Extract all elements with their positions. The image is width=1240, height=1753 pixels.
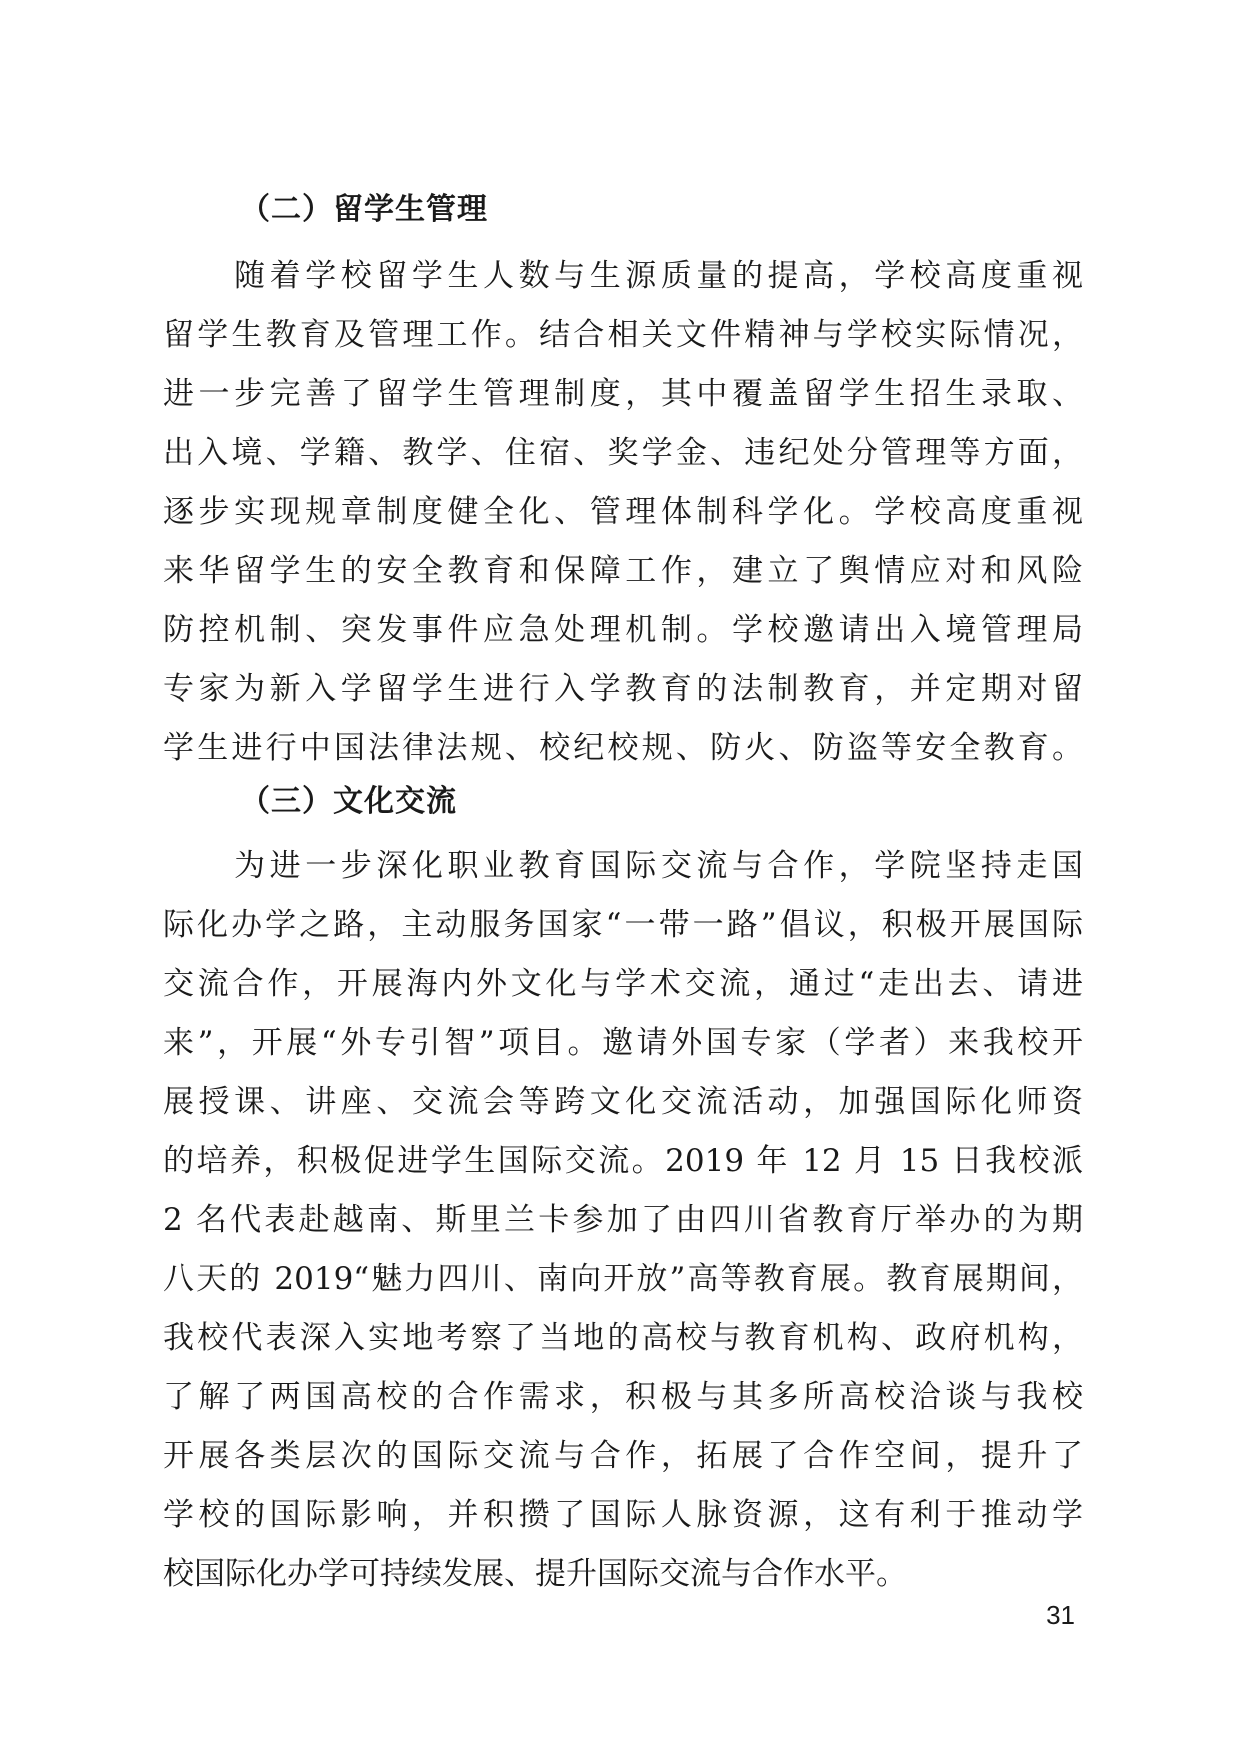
- section-heading-cultural-exchange: （三）文化交流: [240, 784, 457, 819]
- text-line: 来”，开展“外专引智”项目。邀请外国专家（学者）来我校开: [163, 1025, 1083, 1061]
- section-heading-student-management: （二）留学生管理: [240, 192, 488, 227]
- text-line: 专家为新入学留学生进行入学教育的法制教育，并定期对留: [163, 671, 1083, 707]
- text-line: 留学生教育及管理工作。结合相关文件精神与学校实际情况，: [163, 317, 1083, 353]
- text-line: 防控机制、突发事件应急处理机制。学校邀请出入境管理局: [163, 612, 1083, 648]
- text-line: 为进一步深化职业教育国际交流与合作，学院坚持走国: [163, 848, 1083, 884]
- text-line: 出入境、学籍、教学、住宿、奖学金、违纪处分管理等方面，: [163, 435, 1083, 471]
- paragraph-student-management: [163, 247, 1083, 778]
- text-line: 校国际化办学可持续发展、提升国际交流与合作水平。: [163, 1556, 907, 1592]
- text-line: 学生进行中国法律法规、校纪校规、防火、防盗等安全教育。: [163, 730, 1083, 766]
- text-line: 了解了两国高校的合作需求，积极与其多所高校洽谈与我校: [163, 1379, 1083, 1415]
- text-line: 随着学校留学生人数与生源质量的提高，学校高度重视: [163, 258, 1083, 294]
- paragraph-cultural-exchange: [163, 837, 1083, 1604]
- text-line: 展授课、讲座、交流会等跨文化交流活动，加强国际化师资: [163, 1084, 1083, 1120]
- page-number: 31: [1046, 1600, 1075, 1630]
- text-line: 2 名代表赴越南、斯里兰卡参加了由四川省教育厅举办的为期: [163, 1202, 1083, 1238]
- text-line: 进一步完善了留学生管理制度，其中覆盖留学生招生录取、: [163, 376, 1083, 412]
- text-line: 开展各类层次的国际交流与合作，拓展了合作空间，提升了: [163, 1438, 1083, 1474]
- text-line: 交流合作，开展海内外文化与学术交流，通过“走出去、请进: [163, 966, 1083, 1002]
- text-line: 际化办学之路，主动服务国家“一带一路”倡议，积极开展国际: [163, 907, 1083, 943]
- text-line: 我校代表深入实地考察了当地的高校与教育机构、政府机构，: [163, 1320, 1083, 1356]
- text-line: 逐步实现规章制度健全化、管理体制科学化。学校高度重视: [163, 494, 1083, 530]
- text-line: 的培养，积极促进学生国际交流。2019 年 12 月 15 日我校派: [163, 1143, 1083, 1179]
- text-line: 八天的 2019“魅力四川、南向开放”高等教育展。教育展期间，: [163, 1261, 1083, 1297]
- text-line: 学校的国际影响，并积攒了国际人脉资源，这有利于推动学: [163, 1497, 1083, 1533]
- text-line: 来华留学生的安全教育和保障工作，建立了舆情应对和风险: [163, 553, 1083, 589]
